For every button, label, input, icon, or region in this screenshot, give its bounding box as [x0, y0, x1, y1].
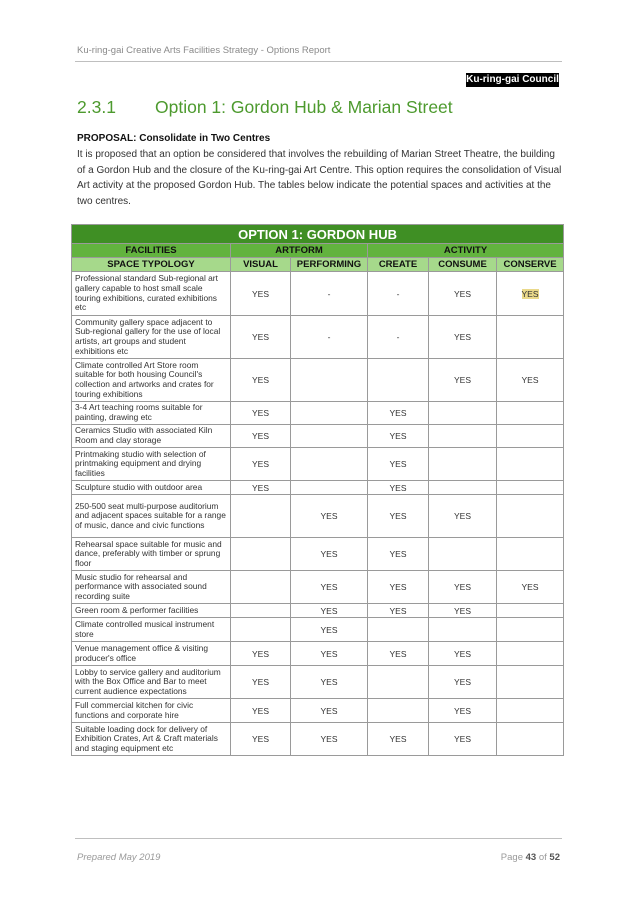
- conserve-cell: [497, 666, 564, 699]
- performing-cell: YES: [291, 495, 368, 538]
- consume-cell: YES: [429, 699, 497, 723]
- consume-cell: [429, 538, 497, 571]
- visual-cell: YES: [231, 699, 291, 723]
- space-cell: 3-4 Art teaching rooms suitable for painting, drawing etc: [72, 402, 231, 425]
- conserve-cell: [497, 642, 564, 666]
- column-header-performing: PERFORMING: [291, 258, 368, 272]
- table-row: [72, 425, 564, 448]
- consume-cell: YES: [429, 272, 497, 316]
- table-row: [72, 538, 564, 571]
- proposal-heading: PROPOSAL: Consolidate in Two Centres: [77, 133, 271, 144]
- consume-cell: YES: [429, 316, 497, 359]
- space-cell: Suitable loading dock for delivery of Exhibition Crates, Art & Craft materials and staging equipment etc: [72, 723, 231, 756]
- footer-page-number: [501, 852, 560, 863]
- footer-divider: [75, 838, 562, 839]
- space-cell: Rehearsal space suitable for music and dance, preferably with timber or sprung floor: [72, 538, 231, 571]
- conserve-cell: [497, 495, 564, 538]
- visual-cell: [231, 571, 291, 604]
- column-header-visual: VISUAL: [231, 258, 291, 272]
- page-label: Page: [500, 852, 523, 863]
- performing-cell: YES: [291, 723, 368, 756]
- table-row: [72, 359, 564, 402]
- consume-cell: YES: [429, 666, 497, 699]
- performing-cell: YES: [291, 699, 368, 723]
- create-cell: -: [368, 316, 429, 359]
- space-cell: Full commercial kitchen for civic functions and corporate hire: [72, 699, 231, 723]
- create-cell: YES: [368, 571, 429, 604]
- conserve-cell: [497, 481, 564, 495]
- performing-cell: [291, 402, 368, 425]
- table-row: [72, 316, 564, 359]
- create-cell: YES: [368, 642, 429, 666]
- performing-cell: YES: [291, 538, 368, 571]
- table-row: [72, 723, 564, 756]
- column-header-space: SPACE TYPOLOGY: [72, 258, 231, 272]
- table-row: [72, 604, 564, 618]
- conserve-cell: [497, 402, 564, 425]
- consume-cell: [429, 402, 497, 425]
- conserve-cell: [497, 272, 564, 316]
- footer-prepared-date: Prepared May 2019: [77, 852, 161, 863]
- performing-cell: [291, 481, 368, 495]
- section-title: Option 1: Gordon Hub & Marian Street: [155, 97, 453, 117]
- conserve-cell: [497, 723, 564, 756]
- space-cell: Printmaking studio with selection of printmaking equipment and drying facilities: [72, 448, 231, 481]
- table-row: [72, 666, 564, 699]
- visual-cell: YES: [231, 481, 291, 495]
- space-cell: 250-500 seat multi-purpose auditorium and adjacent spaces suitable for a range of music, dance and civic functions: [72, 495, 231, 538]
- group-header-artform: ARTFORM: [231, 244, 368, 258]
- of-label: of: [538, 852, 547, 863]
- table-row: [72, 448, 564, 481]
- space-cell: Music studio for rehearsal and performance with associated sound recording suite: [72, 571, 231, 604]
- visual-cell: YES: [231, 723, 291, 756]
- consume-cell: YES: [429, 359, 497, 402]
- visual-cell: YES: [231, 666, 291, 699]
- create-cell: YES: [368, 538, 429, 571]
- consume-cell: [429, 425, 497, 448]
- document-header-title: Ku-ring-gai Creative Arts Facilities Strategy - Options Report: [77, 45, 331, 56]
- visual-cell: YES: [231, 642, 291, 666]
- performing-cell: YES: [291, 618, 368, 642]
- visual-cell: [231, 538, 291, 571]
- section-heading: [77, 97, 453, 118]
- create-cell: YES: [368, 448, 429, 481]
- performing-cell: [291, 359, 368, 402]
- table-row: [72, 699, 564, 723]
- space-cell: Ceramics Studio with associated Kiln Room and clay storage: [72, 425, 231, 448]
- visual-cell: [231, 495, 291, 538]
- performing-cell: YES: [291, 571, 368, 604]
- create-cell: YES: [368, 495, 429, 538]
- visual-cell: [231, 618, 291, 642]
- council-logo: Ku-ring-gai Council: [466, 74, 559, 85]
- create-cell: [368, 666, 429, 699]
- space-cell: Climate controlled musical instrument store: [72, 618, 231, 642]
- conserve-cell: [497, 604, 564, 618]
- space-cell: Community gallery space adjacent to Sub-regional gallery for the use of local artists, art groups and student exhibitions etc: [72, 316, 231, 359]
- table-row: [72, 642, 564, 666]
- create-cell: [368, 699, 429, 723]
- consume-cell: YES: [429, 571, 497, 604]
- space-cell: Sculpture studio with outdoor area: [72, 481, 231, 495]
- create-cell: YES: [368, 723, 429, 756]
- consume-cell: YES: [429, 604, 497, 618]
- visual-cell: YES: [231, 359, 291, 402]
- group-header-facilities: FACILITIES: [72, 244, 231, 258]
- space-cell: Green room & performer facilities: [72, 604, 231, 618]
- visual-cell: YES: [231, 448, 291, 481]
- visual-cell: YES: [231, 316, 291, 359]
- table-row: [72, 495, 564, 538]
- column-header-create: CREATE: [368, 258, 429, 272]
- proposal-paragraph: It is proposed that an option be considered that involves the rebuilding of Marian Street Theatre, the building of a Gordon Hub and the closure of the Ku-ring-gai Art Centre. This option requires the consolidation of Visual Art activity at the proposed Gordon Hub. The tables below indicate the potential spaces and activities at the two centres.: [77, 149, 562, 207]
- visual-cell: YES: [231, 272, 291, 316]
- conserve-cell: [497, 618, 564, 642]
- performing-cell: YES: [291, 666, 368, 699]
- consume-cell: YES: [429, 642, 497, 666]
- table-row: [72, 272, 564, 316]
- section-number: 2.3.1: [77, 97, 116, 117]
- create-cell: -: [368, 272, 429, 316]
- conserve-cell: [497, 425, 564, 448]
- conserve-cell: [497, 448, 564, 481]
- visual-cell: YES: [231, 402, 291, 425]
- consume-cell: YES: [429, 495, 497, 538]
- performing-cell: [291, 425, 368, 448]
- table-row: [72, 481, 564, 495]
- column-header-conserve: CONSERVE: [497, 258, 564, 272]
- column-header-consume: CONSUME: [429, 258, 497, 272]
- conserve-cell: [497, 699, 564, 723]
- visual-cell: YES: [231, 425, 291, 448]
- conserve-cell: [497, 316, 564, 359]
- table-row: [72, 402, 564, 425]
- table-title: OPTION 1: GORDON HUB: [72, 225, 564, 244]
- table-row: [72, 571, 564, 604]
- performing-cell: [291, 448, 368, 481]
- conserve-cell: YES: [497, 359, 564, 402]
- option-table: [71, 224, 564, 756]
- consume-cell: [429, 448, 497, 481]
- current-page: 43: [525, 852, 537, 863]
- space-cell: Venue management office & visiting producer's office: [72, 642, 231, 666]
- table-row: [72, 618, 564, 642]
- consume-cell: [429, 618, 497, 642]
- create-cell: [368, 618, 429, 642]
- header-divider: [75, 61, 562, 62]
- create-cell: YES: [368, 425, 429, 448]
- group-header-activity: ACTIVITY: [368, 244, 564, 258]
- create-cell: YES: [368, 604, 429, 618]
- conserve-cell: YES: [497, 571, 564, 604]
- visual-cell: [231, 604, 291, 618]
- consume-cell: [429, 481, 497, 495]
- highlighted-value: YES: [521, 288, 539, 299]
- space-cell: Lobby to service gallery and auditorium with the Box Office and Bar to meet current audience expectations: [72, 666, 231, 699]
- create-cell: [368, 359, 429, 402]
- consume-cell: YES: [429, 723, 497, 756]
- create-cell: YES: [368, 402, 429, 425]
- performing-cell: YES: [291, 604, 368, 618]
- total-pages: 52: [549, 852, 560, 863]
- performing-cell: -: [291, 272, 368, 316]
- create-cell: YES: [368, 481, 429, 495]
- conserve-cell: [497, 538, 564, 571]
- performing-cell: YES: [291, 642, 368, 666]
- space-cell: Professional standard Sub-regional art gallery capable to host small scale touring exhibitions, curated exhibitions etc: [72, 272, 231, 316]
- space-cell: Climate controlled Art Store room suitable for both housing Council's collection and artworks and crates for touring exhibitions: [72, 359, 231, 402]
- performing-cell: -: [291, 316, 368, 359]
